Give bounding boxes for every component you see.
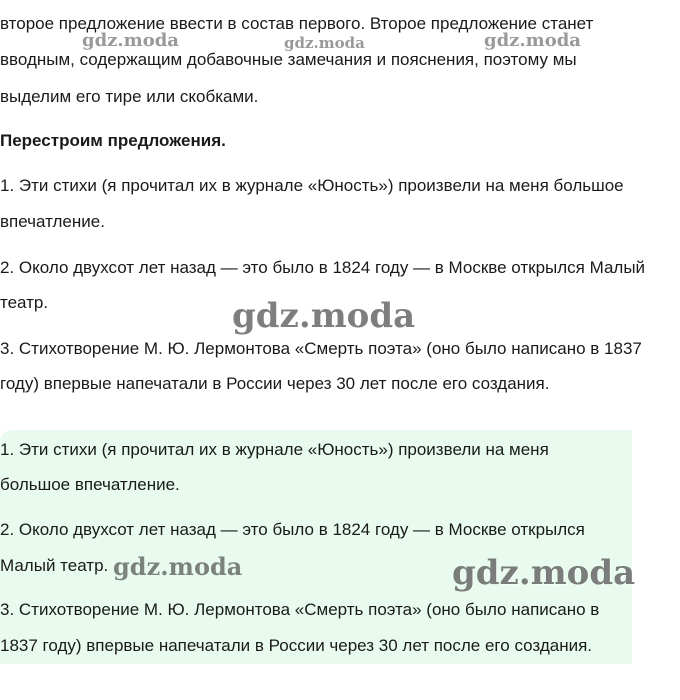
answer-3-line-1: 3. Стихотворение М. Ю. Лермонтова «Смерть поэта» (оно было написано в xyxy=(0,600,600,619)
watermark-logo: gdz.moda xyxy=(452,553,636,593)
section-heading: Перестроим предложения. xyxy=(0,131,226,150)
answer-1-line-1: 1. Эти стихи (я прочитал их в журнале «Юность») произвели на меня xyxy=(0,440,549,459)
answer-2-line-2: Малый театр. xyxy=(0,556,109,575)
intro-line-1: второе предложение ввести в состав первого. Второе предложение станет xyxy=(0,14,594,33)
watermark-logo: gdz.moda xyxy=(284,34,365,52)
intro-line-3: выделим его тире или скобками. xyxy=(0,87,259,106)
sentence-1-line-2: впечатление. xyxy=(0,212,105,231)
sentence-2-line-1: 2. Около двухсот лет назад — это было в 1824 году — в Москве открылся Малый xyxy=(0,258,646,277)
watermark-logo: gdz.moda xyxy=(232,296,416,336)
sentence-3-line-1: 3. Стихотворение М. Ю. Лермонтова «Смерть поэта» (оно было написано в 1837 xyxy=(0,339,642,358)
answer-1-line-2: большое впечатление. xyxy=(0,475,180,494)
watermark-logo: gdz.moda xyxy=(484,30,581,51)
intro-line-2: вводным, содержащим добавочные замечания и пояснения, поэтому мы xyxy=(0,50,577,69)
sentence-2-line-2: театр. xyxy=(0,293,49,312)
answer-2-line-1: 2. Около двухсот лет назад — это было в 1824 году — в Москве открылся xyxy=(0,520,585,539)
sentence-1-line-1: 1. Эти стихи (я прочитал их в журнале «Юность») произвели на меня большое xyxy=(0,176,624,195)
watermark-logo: gdz.moda xyxy=(113,552,243,581)
answer-3-line-2: 1837 году) впервые напечатали в России через 30 лет после его создания. xyxy=(0,636,593,655)
watermark-logo: gdz.moda xyxy=(82,30,179,51)
sentence-3-line-2: году) впервые напечатали в России через 30 лет после его создания. xyxy=(0,374,550,393)
